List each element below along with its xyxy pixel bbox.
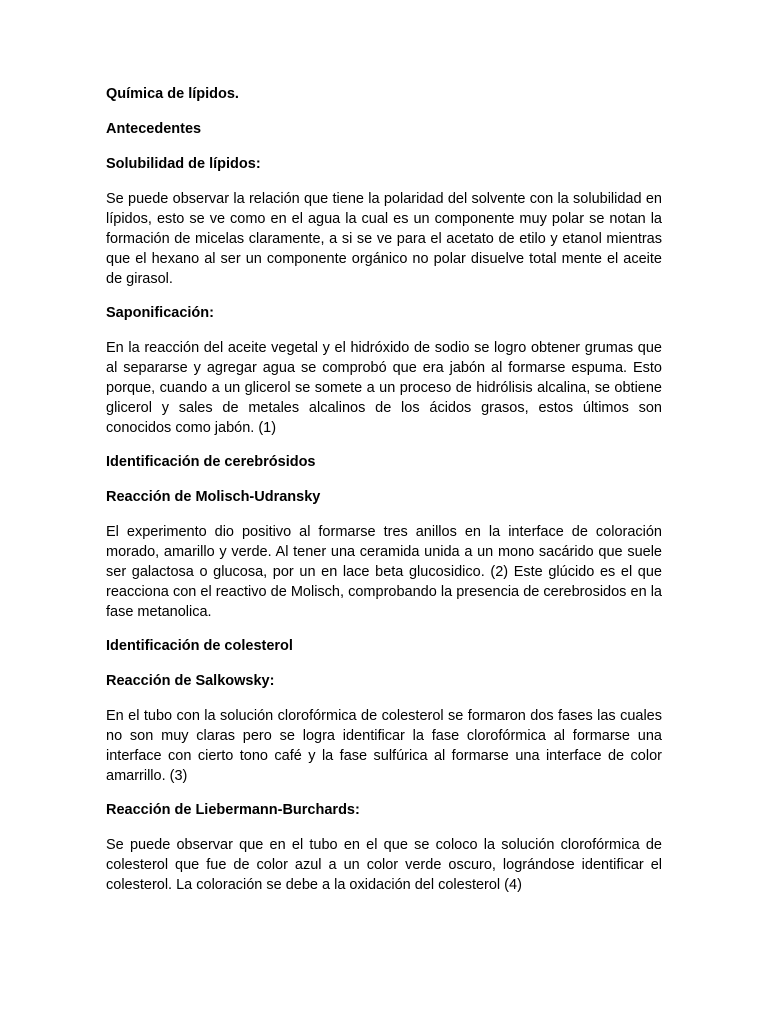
document-title: Química de lípidos. (106, 86, 239, 102)
section-heading-antecedentes: Antecedentes (106, 121, 202, 137)
paragraph-liebermann-burchards: Se puede observar que en el tubo en el que se coloco la solución clorofórmica de colesterol que fue de color azul a un color verde oscuro, lográndose identificar el colesterol. La coloración se debe a la oxidación del colesterol (4) (106, 837, 662, 893)
heading-identificacion-colesterol: Identificación de colesterol (106, 638, 293, 654)
heading-molisch-udransky: Reacción de Molisch-Udransky (106, 489, 321, 505)
paragraph-solubilidad: Se puede observar la relación que tiene la polaridad del solvente con la solubilidad en lípidos, esto se ve como en el agua la cual es un componente muy polar se notan la formación de micelas claramente, a si se ve para el acetato de etilo y etanol mientras que el hexano al ser un componente orgánico no polar disuelve total mente el aceite de girasol. (106, 191, 662, 287)
paragraph-molisch-udransky: El experimento dio positivo al formarse tres anillos en la interface de coloración morado, amarillo y verde. Al tener una ceramida unida a un mono sacárido que suele ser galactosa o glucosa, por un en lace beta glucosidico. (2) Este glúcido es el que reacciona con el reactivo de Molisch, comprobando la presencia de cerebrosidos en la fase metanolica. (106, 524, 662, 620)
heading-identificacion-cerebrosidos: Identificación de cerebrósidos (106, 454, 316, 470)
heading-salkowsky: Reacción de Salkowsky: (106, 673, 275, 689)
paragraph-saponificacion: En la reacción del aceite vegetal y el hidróxido de sodio se logro obtener grumas que al separarse y agregar agua se comprobó que era jabón al formarse espuma. Esto porque, cuando a un glicerol se somete a un proceso de hidrólisis alcalina, se obtiene glicerol y sales de metales alcalinos de los ácidos grasos, estos últimos son conocidos como jabón. (1) (106, 340, 662, 436)
heading-liebermann-burchards: Reacción de Liebermann-Burchards: (106, 802, 360, 818)
paragraph-salkowsky: En el tubo con la solución clorofórmica de colesterol se formaron dos fases las cuales no son muy claras pero se logra identificar la fase clorofórmica al formarse una interface con cierto tono café y la fase sulfúrica al formarse una interface de color amarrillo. (3) (106, 708, 662, 784)
heading-solubilidad: Solubilidad de lípidos: (106, 156, 261, 172)
heading-saponificacion: Saponificación: (106, 305, 214, 321)
